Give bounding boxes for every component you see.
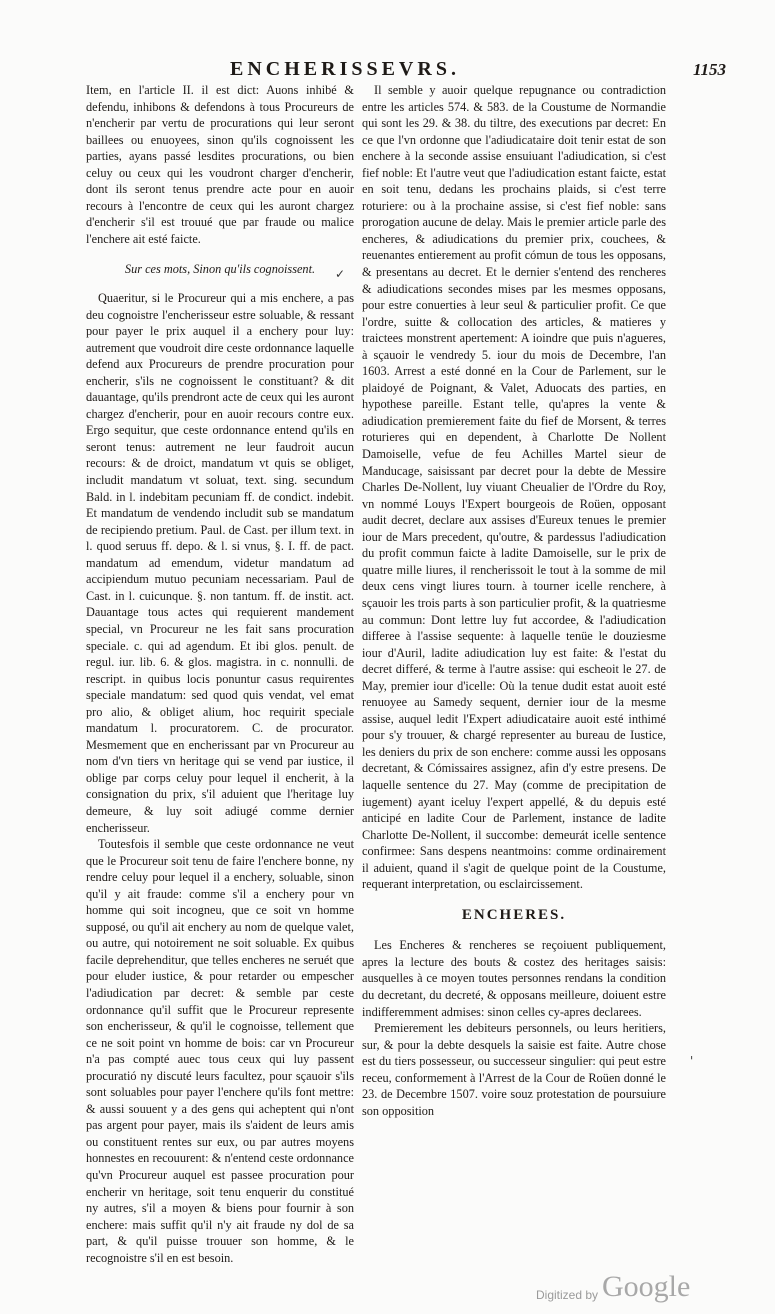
running-title: ENCHERISSEVRS. xyxy=(230,58,460,80)
paragraph-toutesfois: Toutesfois il semble que ceste ordonnance ne veut que le Procureur soit tenu de faire l'enchere bonne, ny rendre celuy pour lequel il a enchery, soluable, sinon qu'il y ait fraude: comme s'il a enchery pour vn homme qui soit incogneu, que ce soit vn homme supposé, ou qu'il ait enchery au nom de quelque valet, ou autre, qui notoirement ne soit soluable. Ex quibus facile deprehenditur, que telles encheres ne seruét que pour eluder iustice, & pour retarder ou empescher l'adiudication par decret: & semble par ceste ordonnance qu'il suffit que le Procureur represente son encherisseur, & qu'il le cognoisse, tellement que ce ne soit point vn homme de bois: car vn Procureur n'a pas compté auec tous ceux qui luy passent procuratió ny discuté leurs facultez, pour sçauoir s'ils sont soluables pour payer l'enchere qu'ils font mettre: & aussi souuent y a des gens qui acheptent qui n'ont pas argent pour payer, mais ils s'aident de leurs amis ou constituent rentes sur eux, ou par autres moyens honnestes en recouurent: & n'entend ceste ordonnance qu'vn Procureur auquel est passee procuration pour encherir vn heritage, soit tenu enquerir du constitué ny autres, s'il a moyen & biens pour fournir à son enchere: mais suffit qu'il n'y ait fraude ny dol de sa part, & qu'il puisse trouuer son homme, & le recognoistre s'il en est besoin. xyxy=(86,837,354,1265)
paragraph-repugnance: Il semble y auoir quelque repugnance ou contradiction entre les articles 574. & 583. de la Coustume de Normandie qui sont les 29. & 38. du tiltre, des executions par decret: En ce que l'vn ordonne que l'adiudicataire doit tenir estat de son enchere à la seconde assise ensuiuant l'adiudication, si c'est fief noble: Et l'autre veut que l'adiudication estant faicte, estat en soit tenu, dedans les prochains plaids, si c'est terre roturiere: ou à la prochaine assise, si c'est fief noble: sans prorogation aucune de delay. Mais le premier article parle des encheres, & adiudications du premier prix, couchees, & reuenantes entierement au profit cómun de tous les opposans, & presentans au decret. Et le dernier s'entend des rencheres & adiudications secondes mises par les mesmes opposans, pour estre conuerties à leur seul & particulier profit. Ce que l'ordre, suitte & collocation des articles, & matieres y traictees monstrent apertement: A ioindre que puis n'agueres, à sçauoir le vendredy 5. iour du mois de Decembre, l'an 1603. Arrest a esté donné en la Cour de Parlement, sur le plaidoyé de Poignant, & Valet, Aduocats des parties, en hypothese pareille. Estant telle, qu'apres la vente & adiudication premierement faite du fief de Morsent, & terres roturieres qui en dependent, à Charlotte De Nollent Damoiselle, vefue de feu Achilles Martel sieur de Manducage, saisissant par decret pour la debte de Messire Charles De-Nollent, luy viuant Cheualier de l'Ordre du Roy, vn nommé Louys l'Expert bourgeois de Roüen, opposant audit decret, declare aux assises d'Eureux tenues le premier iour de Mars precedent, qu'outre, & pardessus l'adiudication du profit commun faicte à ladite Damoiselle, sur le prix de quatre mille liures, il rencherissoit le tout à la somme de mil deux cens vingt liures tourn. à tourner icelle renchere, à sçauoir les trois parts à son particulier profit, & la quatriesme au commun: Dont lettre luy fut accordee, & l'adiudication differee à l'assise sequente: à laquelle tenüe le douziesme iour d'Auril, ladite adiudication luy est faite: & l'estat du decret differé, & terme à l'autre assise: qui escheoit le 27. de May, premier iour d'icelle: Où la tenue dudit estat auoit esté renuoyee au Samedy sequent, dernier iour de la mesme assise, auquel ledit l'Expert adiudicataire auoit esté inthimé pour s'y trouuer, & chargé representer au bureau de Iustice, les deniers du prix de son enchere: comme aussi les opposans decretant, & Cómissaires assignez, afin d'y estre presens. De laquelle sentence du 27. May (comme de precipitation de iugement) ayant iceluy l'expert appellé, & du depuis esté anticipé en ladite Cour de Parlement, instance de ladite Charlotte De-Nollent, il succombe: demeurát icelle sentence confirmee: Sans despens neantmoins: comme ordinairement il aduient, quand il s'agit de quelque point de la Coustume, requerant interpretation, ou esclaircissement. xyxy=(362,83,666,892)
paragraph-article-ii: Item, en l'article II. il est dict: Auons inhibé & defendu, inhibons & defendons à tous Procureurs de n'encherir par vertu de procurations qui leur seront baillees ou enuoyees, sinon qu'ils cognoissent les parties, ayans passé lesdites procurations, ou bien celuy ou ceux qui les voudront charger d'encherir, dont ils seront tenus prendre acte pour en auoir recours à l'encontre de ceux qui les auront chargez d'encherir s'il est trouué que par fraude ou malice l'enchere ait esté faicte. xyxy=(86,83,354,246)
paragraph-premierement: Premierement les debiteurs personnels, ou leurs heritiers, sur, & pour la debte desquels la saisie est faite. Autre chose est du tiers possesseur, ou successeur singulier: qui peut estre receu, conformement à l'Arrest de la Cour de Roüen donné le 23. de Decembre 1507. voire souz protestation de poursuiure son opposition xyxy=(362,1021,666,1118)
paragraph-quaeritur: Quaeritur, si le Procureur qui a mis enchere, a pas deu cognoistre l'encherisseur estre soluable, & ressant pour payer le prix auquel il a enchery pour luy: autrement que voudroit dire ceste ordonnance laquelle defend aux Procureurs de prendre procuration pour encherir, s'ils ne cognoissent le constituant? & dit dauantage, qu'ils prendront acte de ceux qui les auront chargez d'encherir, pour en auoir recours contre eux. Ergo sequitur, que ceste ordonnance entend qu'ils en seront tenus: autrement ne leur faudroit aucun recours: & de droict, mandatum vt quis se obliget, includit mandatum vt soluat, text. sing. secundum Bald. in l. indebitam pecuniam ff. de condict. indebit. Et mandatum de vendendo includit sub se mandatum de recipiendo pretium. Paul. de Cast. per illum text. in l. quod seruus ff. depo. & l. si vnus, §. I. ff. de pact. mandatum ad emendum, videtur mandatum ad accipiendum mutuo pecuniam necessariam. Paul de Cast. in l. cuicunque. §. non tantum. ff. de instit. act. Dauantage tous actes qui requierent mandement special, vn Procureur ne les fait sans procuration speciale. c. qui ad agendum. Et ibi glos. penult. de regul. iur. lib. 6. & glos. magistra. in c. nonnulli. de rescript. in quibus locis ponuntur casus requirentes speciale mandatum: sed quod quis vendat, vel emat pro alio, & obliget alium, hoc requirit speciale mandatum l. procuratorem. C. de procurator. Mesmement que en encherissant par vn Procureur au nom d'vn tiers vn heritage qui se vend par iustice, il oblige par corps celuy pour lequel il encherit, à la consignation du prix, s'il aduient que l'heritage luy demeure, & luy soit adiugé comme dernier encherisseur. xyxy=(86,291,354,835)
right-column xyxy=(362,82,666,1119)
page-number: 1153 xyxy=(693,60,727,79)
subheading-sinon: Sur ces mots, Sinon qu'ils cognoissent. xyxy=(124,262,316,277)
left-column xyxy=(86,82,354,1266)
paragraph-encheres-publiques: Les Encheres & rencheres se reçoiuent publiquement, apres la lecture des bouts & costez des heritages saisis: ausquelles à ce moyen toutes personnes rendans la condition du decretant, du decreté, & opposans meilleure, doiuent estre indifferemment admises: sinon celles cy-apres declarees. xyxy=(362,938,666,1019)
watermark-digitized-text: Digitized by xyxy=(536,1288,599,1302)
section-title-encheres: ENCHERES. xyxy=(461,906,567,923)
digitized-by-google-watermark xyxy=(0,1270,775,1310)
google-logo: Google xyxy=(602,1270,691,1303)
margin-marker-left: ✓ xyxy=(335,267,346,281)
margin-marker-right: ' xyxy=(690,1054,694,1068)
